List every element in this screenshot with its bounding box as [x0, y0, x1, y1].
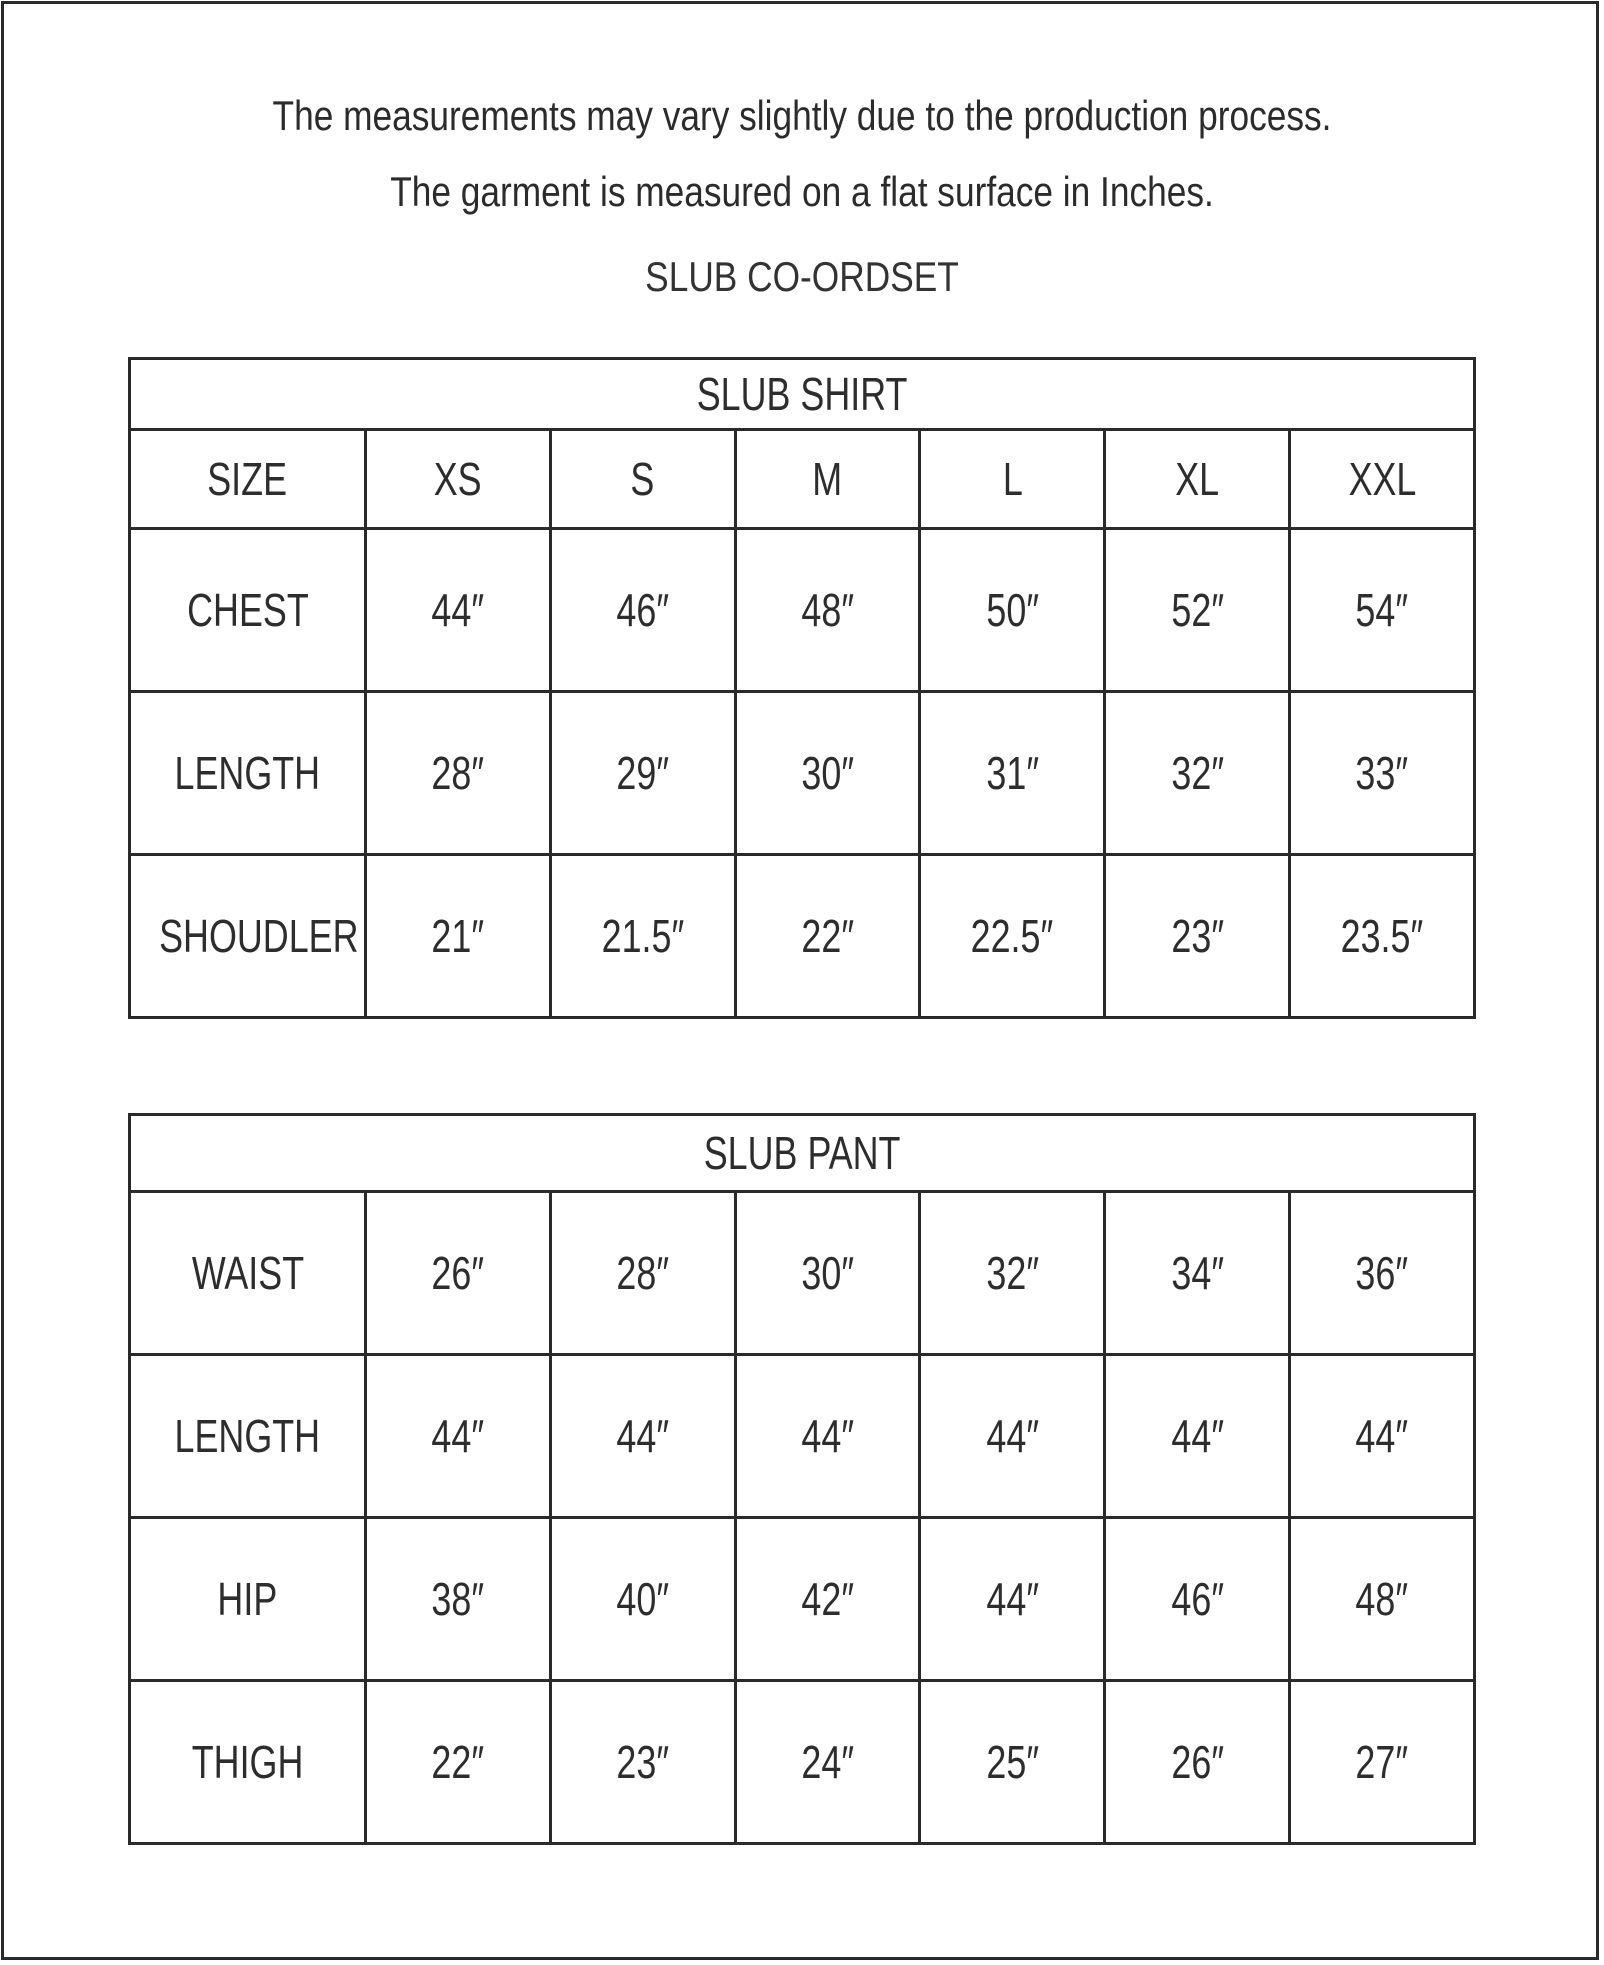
- table-cell: 40″: [550, 1518, 735, 1681]
- table-cell: 24″: [735, 1681, 920, 1844]
- size-header-s: S: [550, 430, 735, 529]
- table-row: [130, 529, 1475, 692]
- table-cell: 23″: [550, 1681, 735, 1844]
- table-cell: 52″: [1105, 529, 1290, 692]
- table-cell: 21″: [366, 855, 551, 1018]
- row-label: THIGH: [130, 1681, 366, 1844]
- size-header-label: SIZE: [130, 430, 366, 529]
- table-cell: 21.5″: [550, 855, 735, 1018]
- shirt-table-caption: SLUB SHIRT: [130, 359, 1475, 430]
- size-header-xl: XL: [1105, 430, 1290, 529]
- table-row: [130, 1518, 1475, 1681]
- row-label: CHEST: [130, 529, 366, 692]
- table-cell: 46″: [1105, 1518, 1290, 1681]
- table-cell: 29″: [550, 692, 735, 855]
- table-cell: 46″: [550, 529, 735, 692]
- table-row: [130, 1192, 1475, 1355]
- table-cell: 22″: [366, 1681, 551, 1844]
- table-cell: 50″: [920, 529, 1105, 692]
- row-label: WAIST: [130, 1192, 366, 1355]
- table-cell: 42″: [735, 1518, 920, 1681]
- table-cell: 22.5″: [920, 855, 1105, 1018]
- table-cell: 44″: [1105, 1355, 1290, 1518]
- table-cell: 25″: [920, 1681, 1105, 1844]
- table-cell: 26″: [1105, 1681, 1290, 1844]
- table-cell: 23.5″: [1290, 855, 1475, 1018]
- table-cell: 44″: [1290, 1355, 1475, 1518]
- shirt-size-table: [128, 357, 1476, 1019]
- table-cell: 34″: [1105, 1192, 1290, 1355]
- row-label: HIP: [130, 1518, 366, 1681]
- size-header-row: [130, 430, 1475, 529]
- table-cell: 36″: [1290, 1192, 1475, 1355]
- table-cell: 44″: [920, 1518, 1105, 1681]
- size-header-xxl: XXL: [1290, 430, 1475, 529]
- table-row: [130, 1355, 1475, 1518]
- table-cell: 38″: [366, 1518, 551, 1681]
- table-cell: 26″: [366, 1192, 551, 1355]
- row-label: SHOUDLER: [130, 855, 366, 1018]
- measurement-method-note: The garment is measured on a flat surface in Inches.: [390, 168, 1214, 215]
- table-cell: 23″: [1105, 855, 1290, 1018]
- table-cell: 44″: [366, 1355, 551, 1518]
- table-cell: 27″: [1290, 1681, 1475, 1844]
- table-cell: 44″: [366, 529, 551, 692]
- table-cell: 44″: [920, 1355, 1105, 1518]
- size-header-xs: XS: [366, 430, 551, 529]
- table-cell: 30″: [735, 1192, 920, 1355]
- table-cell: 22″: [735, 855, 920, 1018]
- table-cell: 32″: [920, 1192, 1105, 1355]
- table-cell: 44″: [550, 1355, 735, 1518]
- table-row: [130, 855, 1475, 1018]
- measurement-variance-note: The measurements may vary slightly due to the production process.: [272, 92, 1332, 139]
- table-cell: 48″: [1290, 1518, 1475, 1681]
- table-cell: 33″: [1290, 692, 1475, 855]
- table-cell: 28″: [366, 692, 551, 855]
- table-row: [130, 692, 1475, 855]
- size-header-l: L: [920, 430, 1105, 529]
- table-cell: 48″: [735, 529, 920, 692]
- row-label: LENGTH: [130, 1355, 366, 1518]
- table-cell: 32″: [1105, 692, 1290, 855]
- table-cell: 54″: [1290, 529, 1475, 692]
- pant-size-table: [128, 1113, 1476, 1845]
- table-cell: 30″: [735, 692, 920, 855]
- table-cell: 31″: [920, 692, 1105, 855]
- table-cell: 44″: [735, 1355, 920, 1518]
- pant-table-caption: SLUB PANT: [130, 1115, 1475, 1192]
- row-label: LENGTH: [130, 692, 366, 855]
- product-title: SLUB CO-ORDSET: [645, 253, 959, 300]
- size-header-m: M: [735, 430, 920, 529]
- table-cell: 28″: [550, 1192, 735, 1355]
- table-row: [130, 1681, 1475, 1844]
